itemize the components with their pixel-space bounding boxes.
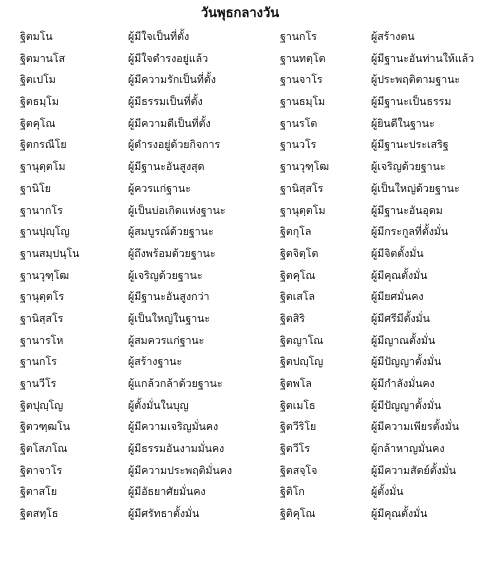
meaning-right-cell: ผู้กล้าหาญมั่นคง — [371, 443, 445, 456]
name-right-cell: ฐิตจิตฺโต — [280, 247, 319, 260]
meaning-left-cell: ผู้สร้างฐานะ — [128, 356, 183, 369]
meaning-left-cell: ผู้สมควรแก่ฐานะ — [128, 334, 205, 347]
name-right-cell: ฐิตสจฺโจ — [280, 464, 318, 477]
name-left-cell: ฐานากโร — [20, 204, 63, 217]
table-row — [0, 504, 480, 526]
meaning-right-cell: ผู้มีศรีมีตั้งมั่น — [371, 312, 430, 325]
meaning-right-cell: ผู้มียศมั่นคง — [371, 291, 424, 304]
name-right-cell: ฐานวุฑฺโฒ — [280, 161, 330, 174]
name-right-cell: ฐิตกุโล — [280, 226, 312, 239]
meaning-left-cell: ผู้มีศรัทธาตั้งมั่น — [128, 508, 200, 521]
name-left-cell: ฐานวุฑฺโฒ — [20, 269, 70, 282]
name-left-cell: ฐิตปุญฺโญ — [20, 399, 64, 412]
name-left-cell: ฐิตมโน — [20, 31, 53, 43]
meaning-right-cell: ผู้มีฐานะประเสริฐ — [371, 139, 449, 152]
meaning-left-cell: ผู้มีความประพฤติมั่นคง — [128, 464, 233, 477]
name-left-cell: ฐิตคุโณ — [20, 117, 56, 130]
table-row — [0, 374, 480, 396]
name-right-cell: ฐานิสฺสโร — [280, 182, 324, 195]
meaning-left-cell: ผู้ตั้งมั่นในบุญ — [128, 399, 189, 412]
meaning-right-cell: ผู้มีคุณตั้งมั่น — [371, 269, 428, 282]
meaning-right-cell: ผู้เจริญด้วยฐานะ — [371, 161, 446, 174]
name-left-cell: ฐานสมฺปนฺโน — [20, 247, 80, 260]
meaning-left-cell: ผู้มีธรรมอันงามมั่นคง — [128, 443, 225, 456]
name-right-cell: ฐิตสิริ — [280, 312, 305, 325]
meaning-right-cell: ผู้เป็นใหญ่ด้วยฐานะ — [371, 182, 460, 195]
name-right-cell: ฐิติคุโณ — [280, 508, 316, 521]
table-row — [0, 49, 480, 71]
name-right-cell: ฐิตพโล — [280, 378, 312, 390]
table-row — [0, 266, 480, 288]
table-row — [0, 70, 480, 92]
name-right-cell: ฐานจาโร — [280, 74, 323, 87]
name-right-cell: ฐิตวีริโย — [280, 421, 317, 434]
meaning-left-cell: ผู้ดำรงอยู่ด้วยกิจการ — [128, 139, 221, 152]
meaning-left-cell: ผู้มีฐานะอันสูงสุด — [128, 161, 205, 174]
name-left-cell: ฐิตสทฺโธ — [20, 508, 59, 521]
meaning-left-cell: ผู้ควรแก่ฐานะ — [128, 182, 191, 195]
meaning-right-cell: ผู้มีคุณตั้งมั่น — [371, 508, 428, 521]
meaning-right-cell: ผู้มีปัญญาตั้งมั่น — [371, 356, 442, 369]
name-right-cell: ฐิตเสโล — [280, 291, 315, 304]
meaning-right-cell: ผู้มีความสัตย์ตั้งมั่น — [371, 464, 456, 477]
name-right-cell: ฐานทตฺโต — [280, 52, 326, 65]
name-left-cell: ฐานปุญฺโญ — [20, 226, 70, 239]
name-right-cell: ฐานุตฺตโม — [280, 204, 326, 217]
meaning-right-cell: ผู้มีความเพียรตั้งมั่น — [371, 421, 459, 434]
name-left-cell: ฐานิโย — [20, 182, 51, 195]
name-right-cell: ฐานวโร — [280, 139, 317, 152]
meaning-right-cell: ผู้มีจิตตั้งมั่น — [371, 247, 424, 260]
name-left-cell: ฐานารโห — [20, 334, 64, 347]
meaning-left-cell: ผู้มีใจดำรงอยู่แล้ว — [128, 52, 209, 65]
table-row — [0, 439, 480, 461]
name-left-cell: ฐานิสฺสโร — [20, 312, 64, 325]
name-left-cell: ฐิตธมฺโม — [20, 96, 59, 109]
meaning-right-cell: ผู้ประพฤติตามฐานะ — [371, 74, 461, 87]
meaning-right-cell: ผู้มีฐานะอันท่านให้แล้ว — [371, 52, 475, 65]
table-row — [0, 135, 480, 157]
meaning-right-cell: ผู้มีฐานะเป็นธรรม — [371, 96, 452, 109]
meaning-right-cell: ผู้มีปัญญาตั้งมั่น — [371, 399, 442, 412]
name-left-cell: ฐานกโร — [20, 356, 57, 369]
table-row — [0, 179, 480, 201]
table-row — [0, 27, 480, 49]
name-left-cell: ฐิตเปโม — [20, 74, 56, 87]
meaning-right-cell: ผู้ยินดีในฐานะ — [371, 117, 435, 130]
meaning-left-cell: ผู้มีความเจริญมั่นคง — [128, 421, 219, 434]
table-row — [0, 461, 480, 483]
name-left-cell: ฐิตมานโส — [20, 52, 66, 65]
meaning-left-cell: ผู้สมบูรณ์ด้วยฐานะ — [128, 226, 214, 239]
table-row — [0, 287, 480, 309]
name-left-cell: ฐิตวฑฺฒโน — [20, 421, 70, 434]
table-row — [0, 114, 480, 136]
meaning-right-cell: ผู้มีกำลังมั่นคง — [371, 378, 435, 390]
meaning-left-cell: ผู้แกล้วกล้าด้วยฐานะ — [128, 378, 223, 390]
name-left-cell: ฐิตโสภโณ — [20, 443, 68, 456]
name-left-cell: ฐานุตฺตโร — [20, 291, 65, 304]
name-right-cell: ฐิติโก — [280, 486, 305, 499]
meaning-left-cell: ผู้ถึงพร้อมด้วยฐานะ — [128, 247, 216, 260]
table-row — [0, 417, 480, 439]
table-row — [0, 201, 480, 223]
meaning-right-cell: ผู้มีญาณตั้งมั่น — [371, 334, 436, 347]
name-right-cell: ฐิตเมโธ — [280, 399, 316, 412]
meaning-right-cell: ผู้ตั้งมั่น — [371, 486, 404, 499]
meaning-left-cell: ผู้มีความรักเป็นที่ตั้ง — [128, 74, 216, 87]
meaning-left-cell: ผู้เป็นใหญ่ในฐานะ — [128, 312, 211, 325]
meaning-right-cell: ผู้มีกระกูลที่ตั้งมั่น — [371, 226, 449, 239]
name-right-cell: ฐิตวีโร — [280, 443, 311, 456]
table-row — [0, 396, 480, 418]
name-left-cell: ฐิตาจาโร — [20, 464, 63, 477]
table-row — [0, 352, 480, 374]
name-left-cell: ฐิตกรณีโย — [20, 139, 67, 152]
name-meaning-table — [0, 27, 480, 526]
meaning-left-cell: ผู้เจริญด้วยฐานะ — [128, 269, 203, 282]
table-row — [0, 222, 480, 244]
meaning-right-cell: ผู้สร้างตน — [371, 31, 415, 43]
table-row — [0, 309, 480, 331]
meaning-left-cell: ผู้มีอัธยาศัยมั่นคง — [128, 486, 206, 499]
name-right-cell: ฐิตปญฺโญ — [280, 356, 324, 369]
name-right-cell: ฐานรโต — [280, 117, 318, 130]
meaning-left-cell: ผู้มีใจเป็นที่ตั้ง — [128, 31, 190, 43]
meaning-left-cell: ผู้มีธรรมเป็นที่ตั้ง — [128, 96, 203, 109]
page-title: วันพุธกลางวัน — [200, 6, 280, 21]
meaning-right-cell: ผู้มีฐานะอันอุดม — [371, 204, 443, 217]
meaning-left-cell: ผู้มีความดีเป็นที่ตั้ง — [128, 117, 211, 130]
table-row — [0, 244, 480, 266]
meaning-left-cell: ผู้เป็นบ่อเกิดแห่งฐานะ — [128, 204, 226, 217]
name-right-cell: ฐิตญาโณ — [280, 334, 324, 347]
name-right-cell: ฐานธมฺโม — [280, 96, 326, 109]
name-left-cell: ฐานุตฺตโม — [20, 161, 66, 174]
table-row — [0, 331, 480, 353]
table-row — [0, 482, 480, 504]
name-left-cell: ฐิตาสโย — [20, 486, 58, 499]
name-right-cell: ฐานกโร — [280, 31, 317, 43]
table-row — [0, 92, 480, 114]
name-right-cell: ฐิตคุโณ — [280, 269, 316, 282]
table-row — [0, 157, 480, 179]
name-left-cell: ฐานวีโร — [20, 378, 57, 390]
meaning-left-cell: ผู้มีฐานะอันสูงกว่า — [128, 291, 210, 304]
